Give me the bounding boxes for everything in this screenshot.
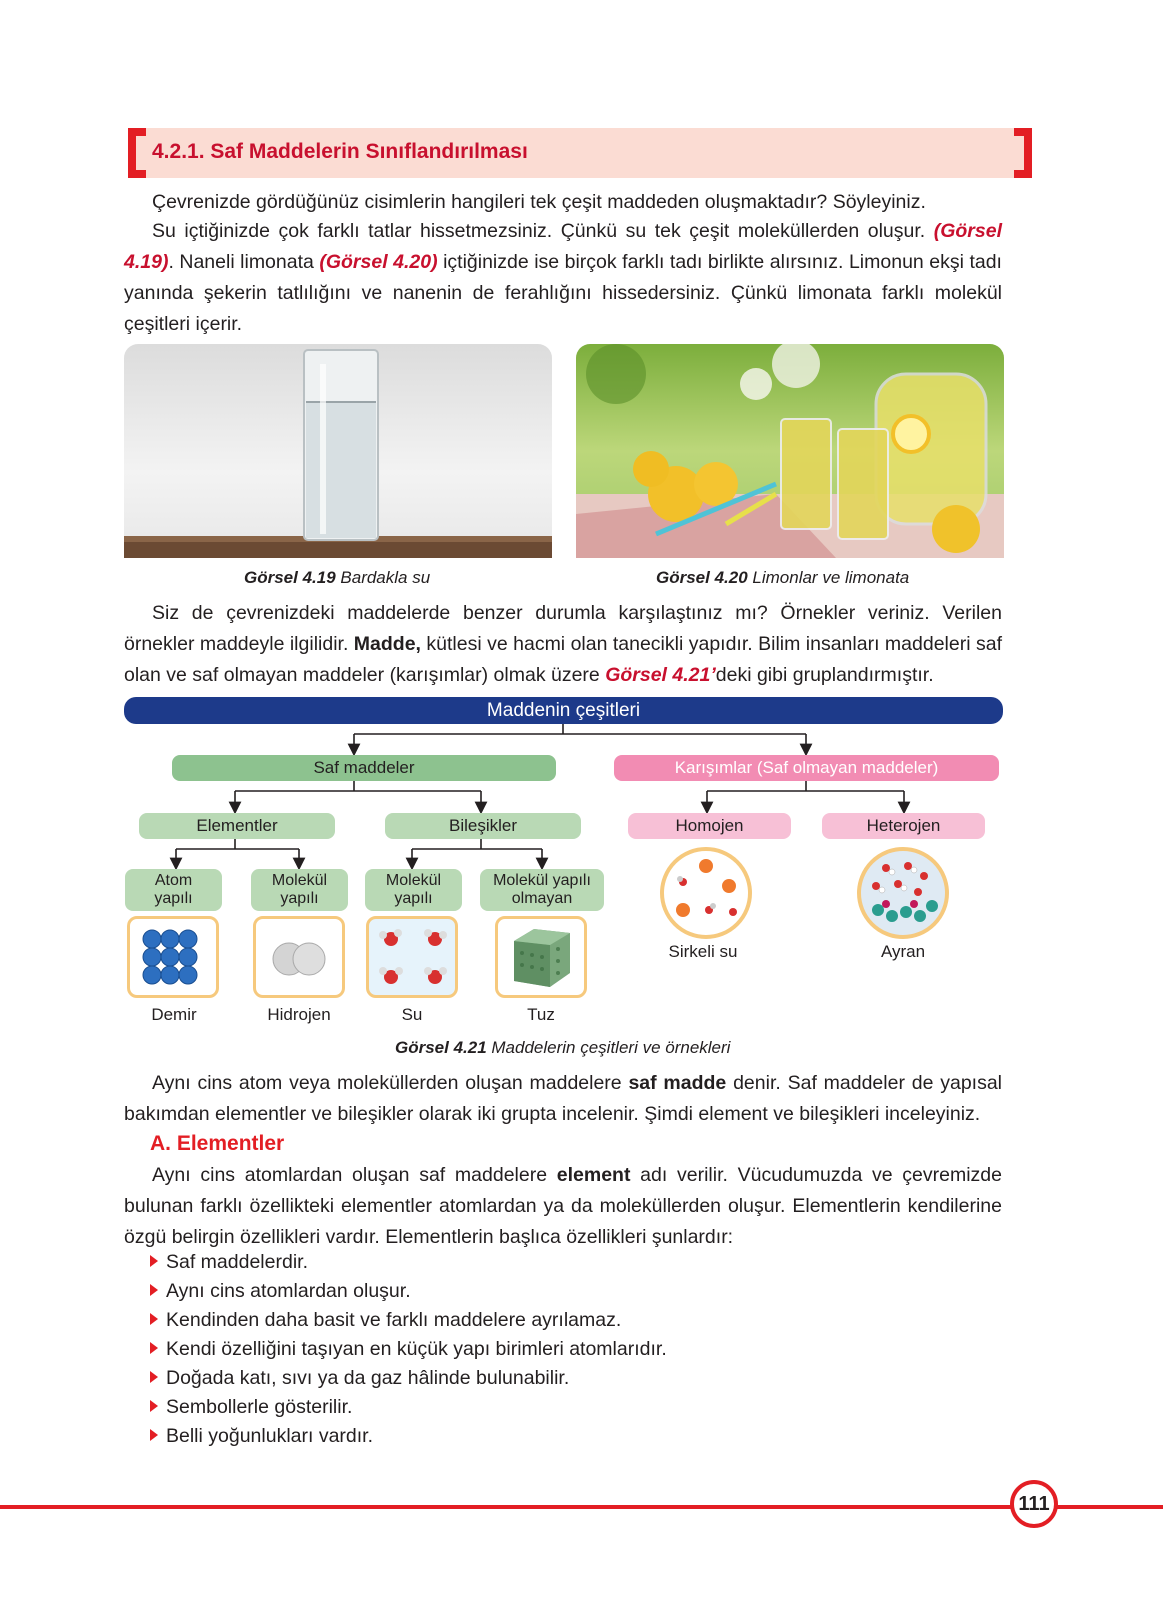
bullet-item: Aynı cins atomlardan oluşur.: [150, 1280, 411, 1303]
hydrogen-molecule-illustration: [253, 916, 345, 998]
elementler-paragraph: Aynı cins atomlardan oluşan saf maddelere element adı verilir. Vücudumuzda ve çevremizde bulunan farklı özellikteki elementler atomlardan ya da moleküllerden oluşur. Elementlerin kendilerine özgü belirgin özellikleri vardır. Elementlerin başlıca özellikleri şunlardır:: [124, 1164, 1002, 1248]
node-molekul-yapili-olmayan: Molekül yapılı olmayan: [480, 869, 604, 911]
figure-4-20-caption: Görsel 4.20 Limonlar ve limonata: [656, 568, 910, 587]
label-demir: Demir: [151, 1005, 197, 1024]
figure-4-19-caption: Görsel 4.19 Bardakla su: [244, 568, 431, 587]
bullet-item: Doğada katı, sıvı ya da gaz hâlinde bulunabilir.: [150, 1367, 569, 1390]
node-saf-maddeler: Saf maddeler: [172, 755, 556, 781]
salt-crystal-illustration: [495, 916, 587, 998]
figure-4-21-caption: Görsel 4.21 Maddelerin çeşitleri ve örnekleri: [395, 1038, 731, 1057]
bullet-item: Kendi özelliğini taşıyan en küçük yapı birimleri atomlarıdır.: [150, 1338, 667, 1361]
water-molecules-illustration: [366, 916, 458, 998]
intro-paragraph-1: Çevrenizde gördüğünüz cisimlerin hangileri tek çeşit maddeden oluşmaktadır? Söyleyiniz.: [152, 191, 926, 213]
label-sirkeli-su: Sirkeli su: [668, 942, 738, 961]
iron-atoms-illustration: [127, 916, 219, 998]
bullet-item: Sembollerle gösterilir.: [150, 1396, 352, 1419]
paragraph-2: Siz de çevrenizdeki maddelerde benzer durumla karşılaştınız mı? Örnekler veriniz. Verilen örnekler maddeyle ilgilidir. Madde, kütlesi ve hacmi olan tanecikli yapıdır. Bilim insanları maddeleri saf olan ve saf olmayan maddeler (karışımlar) olmak üzere Görsel 4.21’deki gibi gruplandırmıştır.: [124, 602, 1002, 686]
label-hidrojen: Hidrojen: [267, 1005, 331, 1024]
footer-rule: [0, 1505, 1163, 1509]
node-homojen: Homojen: [628, 813, 791, 839]
node-elementler: Elementler: [139, 813, 335, 839]
node-heterojen: Heterojen: [822, 813, 985, 839]
node-maddenin-cesitleri: Maddenin çeşitleri: [124, 697, 1003, 724]
node-bilesikler: Bileşikler: [385, 813, 581, 839]
node-molekul-yapili-element: Molekül yapılı: [251, 869, 348, 911]
ayran-illustration: [856, 846, 950, 945]
bullet-item: Belli yoğunlukları vardır.: [150, 1425, 373, 1448]
node-atom-yapili: Atom yapılı: [125, 869, 222, 911]
intro-paragraph-2: Su içtiğinizde çok farklı tatlar hissetmezsiniz. Çünkü su tek çeşit moleküllerden oluşur. (Görsel 4.19). Naneli limonata (Görsel 4.20) içtiğinizde ise birçok farklı tadı birlikte alırsınız. Limonun ekşi tadı yanında şekerin tatlılığını ve nanenin de ferahlığını hissedersiniz. Çünkü limonata farklı molekül çeşitleri içerir.: [124, 220, 1002, 335]
section-title: 4.2.1. Saf Maddelerin Sınıflandırılması: [152, 140, 528, 163]
bullet-item: Saf maddelerdir.: [150, 1251, 308, 1274]
paragraph-3: Aynı cins atom veya moleküllerden oluşan maddelere saf madde denir. Saf maddeler de yapısal bakımdan elementler ve bileşikler olarak iki grupta incelenir. Şimdi element ve bileşikleri inceleyiniz.: [124, 1072, 1003, 1125]
elementler-heading: A. Elementler: [150, 1132, 285, 1155]
label-tuz: Tuz: [527, 1005, 555, 1024]
page-number: 111: [1010, 1480, 1058, 1528]
label-ayran: Ayran: [880, 942, 926, 961]
bullet-item: Kendinden daha basit ve farklı maddelere ayrılamaz.: [150, 1309, 621, 1332]
vinegar-water-illustration: [659, 846, 753, 945]
label-su: Su: [401, 1005, 423, 1024]
node-karisimlar: Karışımlar (Saf olmayan maddeler): [614, 755, 999, 781]
node-molekul-yapili-bilesik: Molekül yapılı: [365, 869, 462, 911]
